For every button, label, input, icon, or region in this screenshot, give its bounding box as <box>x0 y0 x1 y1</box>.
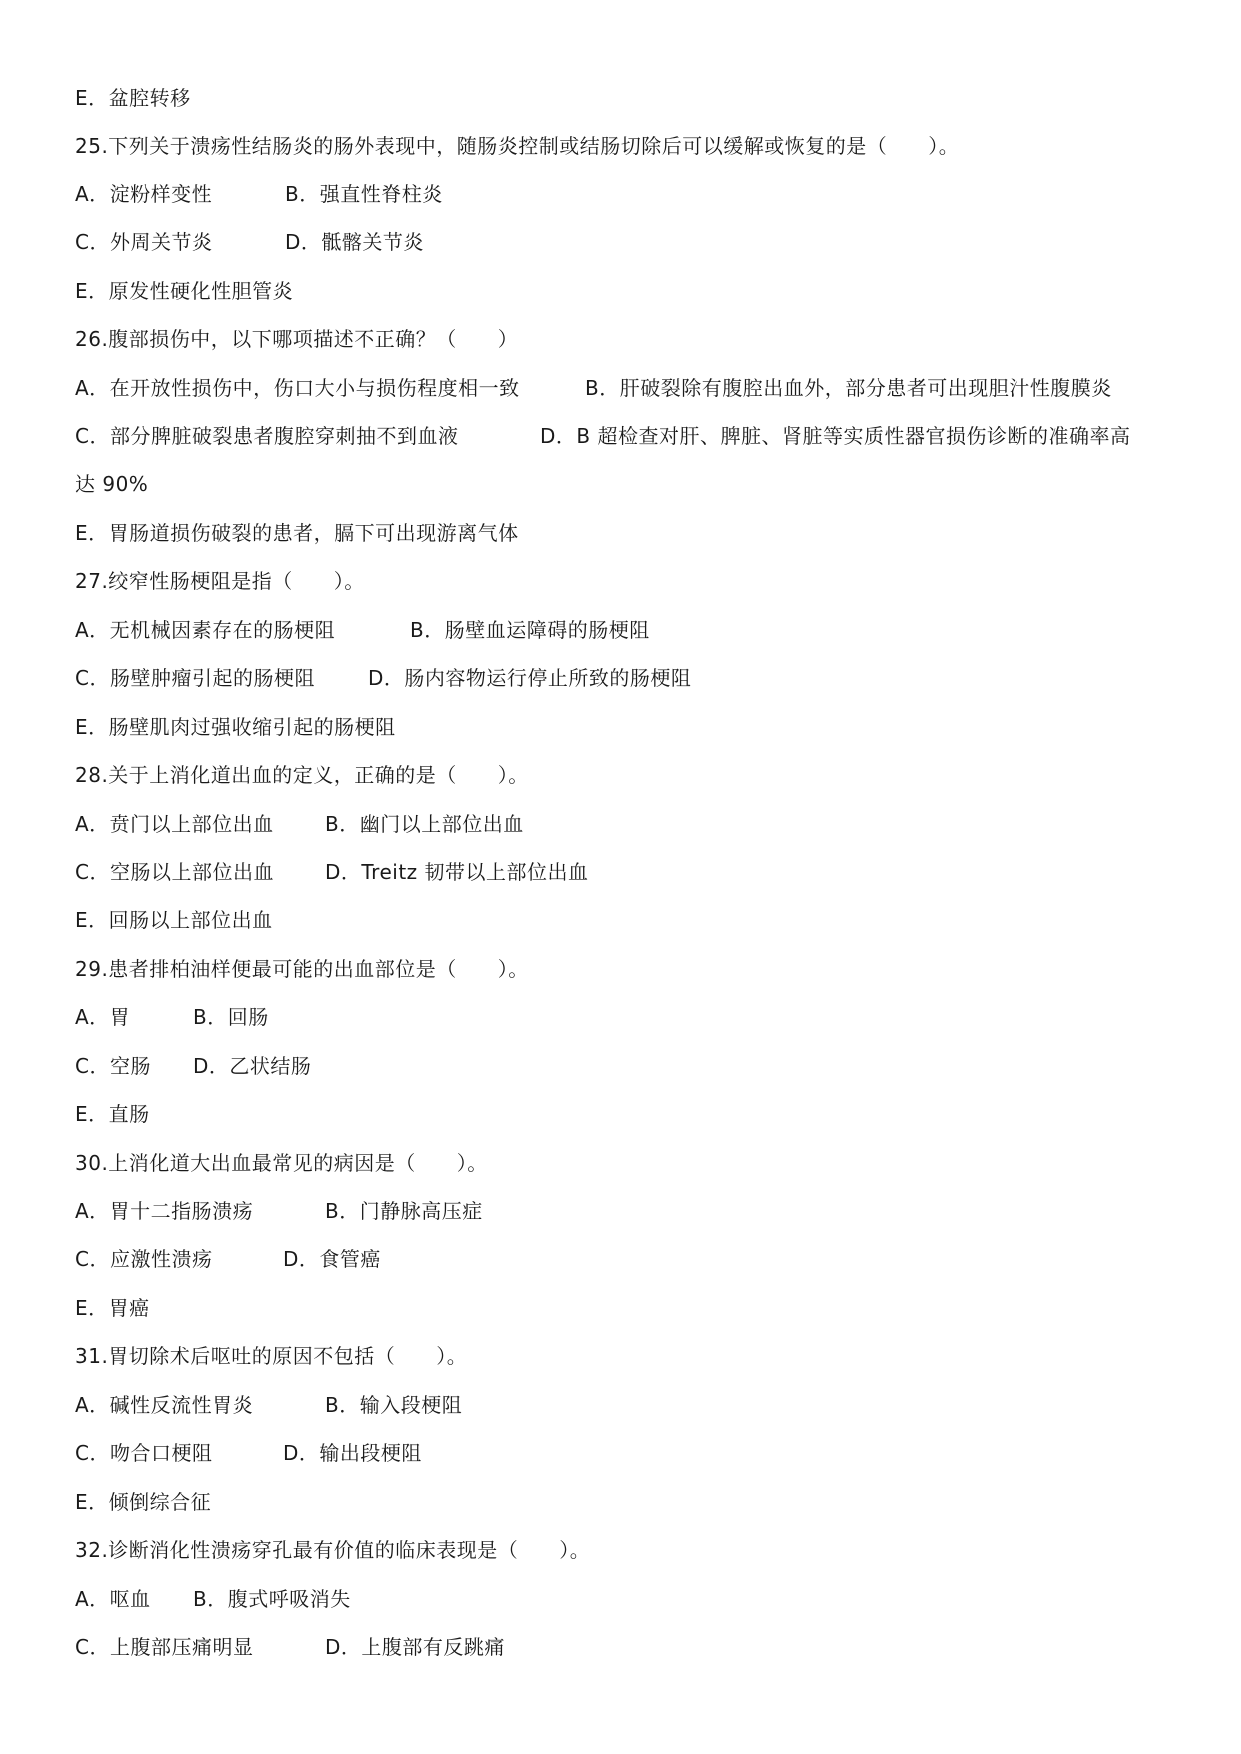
option-text: B．回肠 <box>193 1005 269 1029</box>
option-text: D．骶髂关节炎 <box>285 230 424 254</box>
option-text: B．强直性脊柱炎 <box>285 182 443 206</box>
option-text: A．胃 <box>75 1005 131 1029</box>
option-text: D．肠内容物运行停止所致的肠梗阻 <box>368 666 692 690</box>
option-text: A．碱性反流性胃炎 <box>75 1393 254 1417</box>
option-text: B．腹式呼吸消失 <box>193 1587 351 1611</box>
question-text: 28.关于上消化道出血的定义，正确的是（ ）。 <box>75 763 529 787</box>
question-text: 27.绞窄性肠梗阻是指（ ）。 <box>75 569 365 593</box>
option-text: A．胃十二指肠溃疡 <box>75 1199 254 1223</box>
option-text: D．乙状结肠 <box>193 1054 312 1078</box>
option-text: A．无机械因素存在的肠梗阻 <box>75 618 336 642</box>
option-text: E．胃癌 <box>75 1296 150 1320</box>
option-text: C．应激性溃疡 <box>75 1247 213 1271</box>
question-text: 32.诊断消化性溃疡穿孔最有价值的临床表现是（ ）。 <box>75 1538 591 1562</box>
option-text: E．盆腔转移 <box>75 86 191 110</box>
option-text: B．肠壁血运障碍的肠梗阻 <box>410 618 650 642</box>
option-text: E．直肠 <box>75 1102 150 1126</box>
option-text: D．B 超检查对肝、脾脏、肾脏等实质性器官损伤诊断的准确率高 <box>540 424 1131 448</box>
option-text: B．门静脉高压症 <box>325 1199 483 1223</box>
option-text: 达 90% <box>75 472 149 496</box>
option-text: E．肠壁肌肉过强收缩引起的肠梗阻 <box>75 715 396 739</box>
option-text: C．部分脾脏破裂患者腹腔穿刺抽不到血液 <box>75 424 459 448</box>
option-text: D．食管癌 <box>283 1247 381 1271</box>
option-text: B．幽门以上部位出血 <box>325 812 524 836</box>
option-text: C．空肠 <box>75 1054 151 1078</box>
option-text: D．Treitz 韧带以上部位出血 <box>325 860 589 884</box>
option-text: E．原发性硬化性胆管炎 <box>75 279 294 303</box>
option-text: A．淀粉样变性 <box>75 182 213 206</box>
option-text: A．在开放性损伤中，伤口大小与损伤程度相一致 <box>75 376 520 400</box>
option-text: C．外周关节炎 <box>75 230 213 254</box>
question-text: 31.胃切除术后呕吐的原因不包括（ ）。 <box>75 1344 468 1368</box>
option-text: D．上腹部有反跳痛 <box>325 1635 505 1659</box>
option-text: A．贲门以上部位出血 <box>75 812 274 836</box>
option-text: E．胃肠道损伤破裂的患者，膈下可出现游离气体 <box>75 521 519 545</box>
option-text: A．呕血 <box>75 1587 151 1611</box>
option-text: B．输入段梗阻 <box>325 1393 463 1417</box>
option-text: C．肠壁肿瘤引起的肠梗阻 <box>75 666 315 690</box>
question-text: 25.下列关于溃疡性结肠炎的肠外表现中，随肠炎控制或结肠切除后可以缓解或恢复的是（ ）。 <box>75 134 960 158</box>
question-text: 29.患者排柏油样便最可能的出血部位是（ ）。 <box>75 957 529 981</box>
option-text: E．回肠以上部位出血 <box>75 908 273 932</box>
option-text: C．吻合口梗阻 <box>75 1441 213 1465</box>
option-text: C．上腹部压痛明显 <box>75 1635 254 1659</box>
option-text: C．空肠以上部位出血 <box>75 860 274 884</box>
question-text: 26.腹部损伤中，以下哪项描述不正确？（ ） <box>75 327 519 351</box>
option-text: E．倾倒综合征 <box>75 1490 212 1514</box>
option-text: D．输出段梗阻 <box>283 1441 422 1465</box>
option-text: B．肝破裂除有腹腔出血外，部分患者可出现胆汁性腹膜炎 <box>585 376 1112 400</box>
question-text: 30.上消化道大出血最常见的病因是（ ）。 <box>75 1151 488 1175</box>
